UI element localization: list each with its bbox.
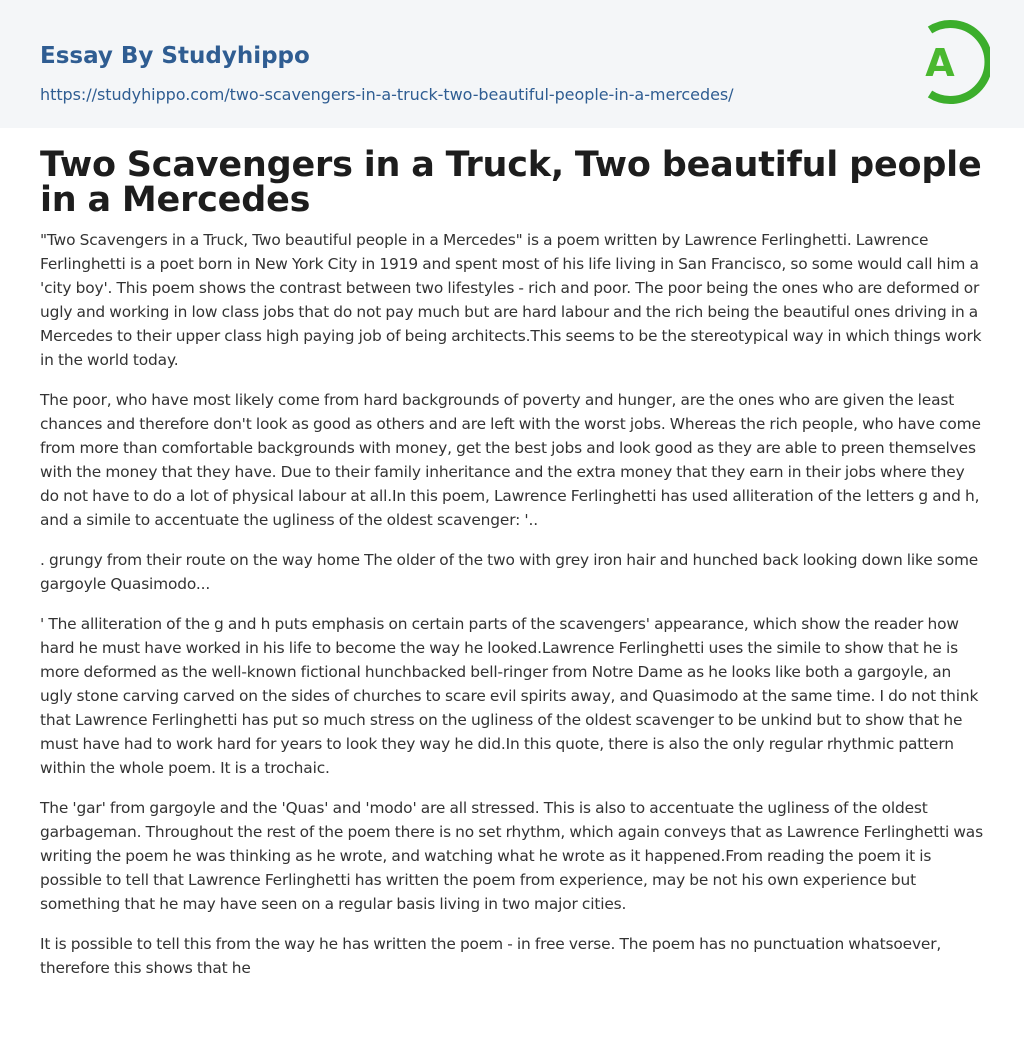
article-paragraph: "Two Scavengers in a Truck, Two beautiful people in a Mercedes" is a poem written by Lawrence Ferlinghetti. Lawrence Ferlinghetti is a poet born in New York City in 1919 and spent most of his life living in San Francisco, so some would call him a 'city boy'. This poem shows the contrast between two lifestyles - rich and poor. The poor being the ones who are deformed or ugly and working in low class jobs that do not pay much but are hard labour and the rich being the beautiful ones driving in a Mercedes to their upper class high paying job of being architects.This seems to be the stereotypical way in which things work in the world today. bbox=[40, 231, 982, 369]
article-paragraph: ' The alliteration of the g and h puts emphasis on certain parts of the scavengers' appearance, which show the reader how hard he must have worked in his life to become the way he looked.Lawrence Ferlinghetti uses the simile to show that he is more deformed as the well-known fictional hunchbacked bell-ringer from Notre Dame as he looks like both a gargoyle, an ugly stone carving carved on the sides of churches to scare evil spirits away, and Quasimodo at the same time. I do not think that Lawrence Ferlinghetti has put so much stress on the ugliness of the oldest scavenger to be unkind but to show that he must have had to work hard for years to look they way he did.In this quote, there is also the only regular rhythmic pattern within the whole poem. It is a trochaic. bbox=[40, 615, 979, 777]
article-paragraph: It is possible to tell this from the way he has written the poem - in free verse. The poem has no punctuation whatsoever, therefore this shows that he bbox=[40, 935, 942, 977]
article-body bbox=[40, 228, 984, 980]
article-paragraph: The 'gar' from gargoyle and the 'Quas' and 'modo' are all stressed. This is also to accentuate the ugliness of the oldest garbageman. Throughout the rest of the poem there is no set rhythm, which again conveys that as Lawrence Ferlinghetti was writing the poem he was thinking as he wrote, and watching what he wrote as it happened.From reading the poem it is possible to tell that Lawrence Ferlinghetti has written the poem from experience, may be not his own experience but something that he may have seen on a regular basis living in two major cities. bbox=[40, 799, 983, 913]
article-paragraph: The poor, who have most likely come from hard backgrounds of poverty and hunger, are the ones who are given the least chances and therefore don't look as good as others and are left with the worst jobs. Whereas the rich people, who have come from more than comfortable backgrounds with money, get the best jobs and look good as they are able to preen themselves with the money that they have. Due to their family inheritance and the extra money that they earn in their jobs where they do not have to do a lot of physical labour at all.In this poem, Lawrence Ferlinghetti has used alliteration of the letters g and h, and a simile to accentuate the ugliness of the oldest scavenger: '.. bbox=[40, 391, 981, 529]
site-header bbox=[0, 0, 1024, 128]
article-title: Two Scavengers in a Truck, Two beautiful people in a Mercedes bbox=[40, 145, 982, 220]
brand-title[interactable]: Essay By Studyhippo bbox=[40, 43, 310, 69]
article-main bbox=[0, 145, 1024, 980]
article-paragraph: . grungy from their route on the way home The older of the two with grey iron hair and hunched back looking down like some gargoyle Quasimodo... bbox=[40, 551, 979, 593]
studyhippo-logo[interactable] bbox=[906, 14, 990, 110]
source-url-link[interactable]: https://studyhippo.com/two-scavengers-in-a-truck-two-beautiful-people-in-a-mercedes/ bbox=[40, 85, 734, 104]
logo-letter: A bbox=[925, 41, 955, 85]
